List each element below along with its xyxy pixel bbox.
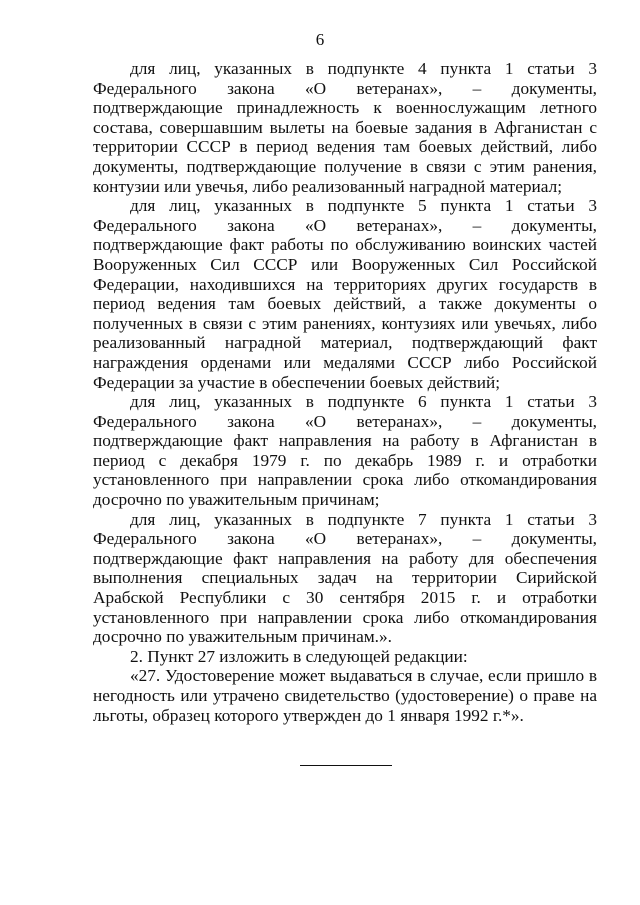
- paragraph-subparagraph-7: для лиц, указанных в подпункте 7 пункта 1 статьи 3 Федерального закона «О ветеранах», – документы, подтверждающие факт направления на работу для обеспечения выполнения специальных задач на территории Сирийской Арабской Республики с 30 сентября 2015 г. и отработки установленного при направлении срока либо откомандирования досрочно по уважительным причинам.».: [93, 509, 597, 647]
- paragraph-item-2: 2. Пункт 27 изложить в следующей редакции:: [130, 646, 468, 666]
- page-number: 6: [315, 30, 325, 49]
- paragraph-item-27: «27. Удостоверение может выдаваться в случае, если пришло в негодность или утрачено свидетельство (удостоверение) о праве на льготы, образец которого утвержден до 1 января 1992 г.*».: [93, 666, 597, 725]
- footnote-separator-line: [300, 765, 392, 766]
- paragraph-subparagraph-5: для лиц, указанных в подпункте 5 пункта 1 статьи 3 Федерального закона «О ветеранах», – документы, подтверждающие факт работы по обслуживанию воинских частей Вооруженных Сил СССР или Вооруженных Сил Российской Федерации, находившихся на территориях других государств в период ведения там боевых действий, а также документы о полученных в связи с этим ранениях, контузиях или увечьях, либо реализованный наградной материал, подтверждающий факт награждения орденами или медалями СССР либо Российской Федерации за участие в обеспечении боевых действий;: [93, 196, 597, 392]
- paragraph-subparagraph-6: для лиц, указанных в подпункте 6 пункта 1 статьи 3 Федерального закона «О ветеранах», – документы, подтверждающие факт направления на работу в Афганистан в период с декабря 1979 г. по декабрь 1989 г. и отработки установленного при направлении срока либо откомандирования досрочно по уважительным причинам;: [93, 392, 597, 510]
- document-body: [93, 59, 597, 725]
- paragraph-subparagraph-4: для лиц, указанных в подпункте 4 пункта 1 статьи 3 Федерального закона «О ветеранах», – документы, подтверждающие принадлежность к военнослужащим летного состава, совершавшим вылеты на боевые задания в Афганистан с территории СССР в период ведения там боевых действий, либо документы, подтверждающие получение в связи с этим ранения, контузии или увечья, либо реализованный наградной материал;: [93, 59, 597, 196]
